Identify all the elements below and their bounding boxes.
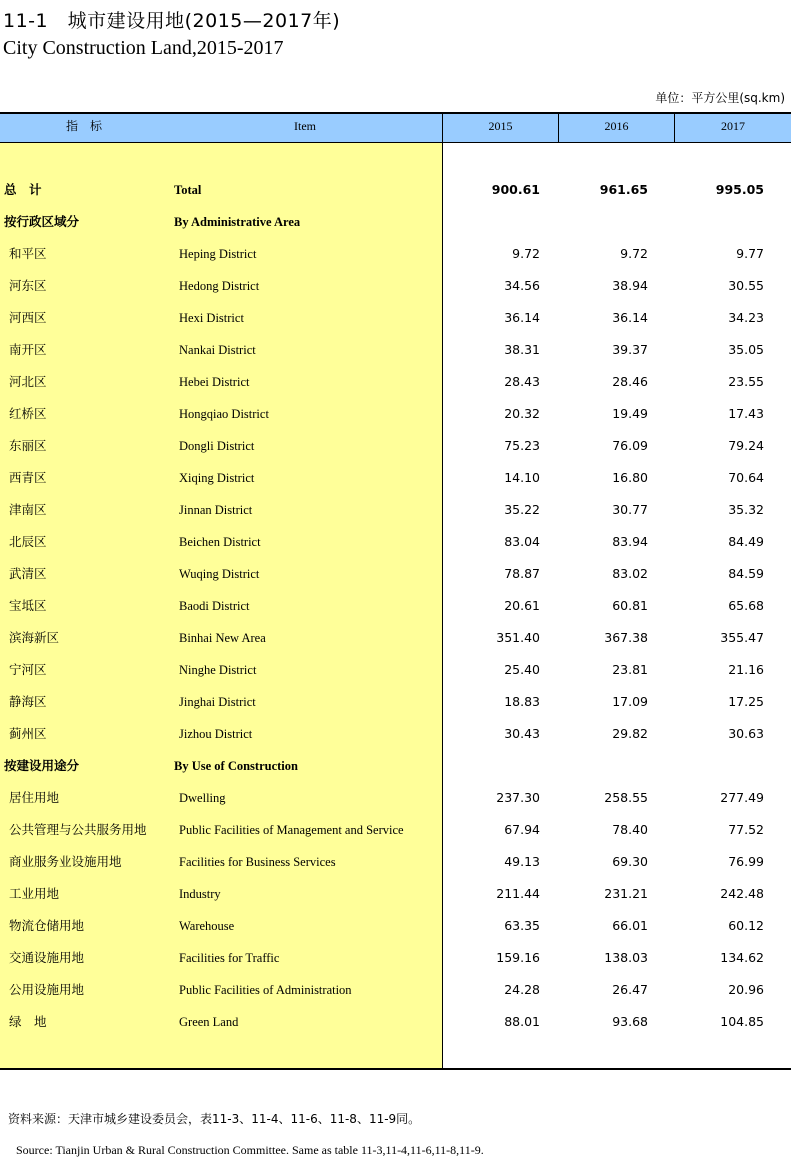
value-cell-2015: 14.10 xyxy=(504,470,540,485)
value-cell-2015: 25.40 xyxy=(504,662,540,677)
row-label-english: Hebei District xyxy=(179,375,250,389)
value-cell-2017: 30.55 xyxy=(728,278,764,293)
row-label-english: Xiqing District xyxy=(179,471,255,485)
table-row xyxy=(0,462,791,494)
value-cell-2017: 35.05 xyxy=(728,342,764,357)
row-label-english: Warehouse xyxy=(179,919,235,933)
header-indicator: 指 标 xyxy=(66,119,103,133)
row-label-english: Jinghai District xyxy=(179,695,256,709)
row-label-chinese: 绿 地 xyxy=(9,1014,47,1029)
row-label-chinese: 总 计 xyxy=(4,182,42,197)
row-label-english: Nankai District xyxy=(179,343,256,357)
value-cell-2015: 34.56 xyxy=(504,278,540,293)
value-cell-2017: 30.63 xyxy=(728,726,764,741)
row-label-chinese: 物流仓储用地 xyxy=(9,918,85,933)
row-label-chinese: 和平区 xyxy=(9,246,47,261)
value-cell-2015: 28.43 xyxy=(504,374,540,389)
table-row xyxy=(0,782,791,814)
value-cell-2016: 29.82 xyxy=(612,726,648,741)
row-label-english: Facilities for Business Services xyxy=(179,855,336,869)
table-row xyxy=(0,622,791,654)
row-label-english: Public Facilities of Administration xyxy=(179,983,352,997)
value-cell-2017: 277.49 xyxy=(720,790,764,805)
value-cell-2017: 134.62 xyxy=(720,950,764,965)
value-cell-2015: 351.40 xyxy=(496,630,540,645)
row-label-english: Green Land xyxy=(179,1015,239,1029)
row-label-chinese: 津南区 xyxy=(9,502,47,517)
value-cell-2016: 138.03 xyxy=(604,950,648,965)
row-label-english: Binhai New Area xyxy=(179,631,266,645)
row-label-english: By Use of Construction xyxy=(174,759,298,773)
table-row xyxy=(0,1006,791,1038)
value-cell-2017: 9.77 xyxy=(736,246,764,261)
table-bottom-rule xyxy=(0,1068,791,1070)
table-row xyxy=(0,558,791,590)
value-cell-2017: 355.47 xyxy=(720,630,764,645)
value-cell-2016: 23.81 xyxy=(612,662,648,677)
value-cell-2016: 19.49 xyxy=(612,406,648,421)
value-cell-2016: 76.09 xyxy=(612,438,648,453)
value-cell-2017: 79.24 xyxy=(728,438,764,453)
row-label-chinese: 静海区 xyxy=(9,694,47,709)
value-cell-2016: 17.09 xyxy=(612,694,648,709)
value-cell-2017: 60.12 xyxy=(728,918,764,933)
value-cell-2015: 36.14 xyxy=(504,310,540,325)
table-row xyxy=(0,174,791,206)
row-label-chinese: 武清区 xyxy=(9,566,47,581)
value-cell-2016: 30.77 xyxy=(612,502,648,517)
value-cell-2017: 76.99 xyxy=(728,854,764,869)
value-cell-2016: 69.30 xyxy=(612,854,648,869)
table-row xyxy=(0,718,791,750)
row-label-chinese: 南开区 xyxy=(9,342,47,357)
table-row xyxy=(0,206,791,238)
table-row xyxy=(0,750,791,782)
value-cell-2016: 231.21 xyxy=(604,886,648,901)
value-cell-2015: 24.28 xyxy=(504,982,540,997)
value-cell-2017: 17.43 xyxy=(728,406,764,421)
value-cell-2016: 9.72 xyxy=(620,246,648,261)
value-cell-2017: 242.48 xyxy=(720,886,764,901)
table-row xyxy=(0,334,791,366)
value-cell-2016: 78.40 xyxy=(612,822,648,837)
value-cell-2016: 367.38 xyxy=(604,630,648,645)
source-note-chinese: 资料来源：天津市城乡建设委员会，表11-3、11-4、11-6、11-8、11-9同。 xyxy=(8,1112,421,1126)
header-year-2016: 2016 xyxy=(604,119,629,133)
table-row xyxy=(0,910,791,942)
row-label-english: Dongli District xyxy=(179,439,255,453)
table-row xyxy=(0,270,791,302)
row-label-chinese: 滨海新区 xyxy=(9,630,60,645)
value-cell-2015: 35.22 xyxy=(504,502,540,517)
value-cell-2015: 75.23 xyxy=(504,438,540,453)
row-label-chinese: 按建设用途分 xyxy=(4,758,80,773)
value-cell-2017: 995.05 xyxy=(715,182,764,197)
row-label-english: Facilities for Traffic xyxy=(179,951,280,965)
row-label-chinese: 蓟州区 xyxy=(9,726,47,741)
row-label-english: By Administrative Area xyxy=(174,215,301,229)
table-row xyxy=(0,814,791,846)
row-label-chinese: 河北区 xyxy=(9,374,47,389)
row-label-english: Public Facilities of Management and Service xyxy=(179,823,404,837)
value-cell-2016: 66.01 xyxy=(612,918,648,933)
value-cell-2015: 30.43 xyxy=(504,726,540,741)
value-cell-2017: 84.49 xyxy=(728,534,764,549)
table-row xyxy=(0,590,791,622)
value-cell-2015: 18.83 xyxy=(504,694,540,709)
value-cell-2017: 65.68 xyxy=(728,598,764,613)
value-cell-2015: 9.72 xyxy=(512,246,540,261)
row-label-chinese: 工业用地 xyxy=(9,886,60,901)
row-label-chinese: 河西区 xyxy=(9,310,47,325)
table-row xyxy=(0,398,791,430)
value-cell-2017: 21.16 xyxy=(728,662,764,677)
table-row xyxy=(0,686,791,718)
row-label-chinese: 北辰区 xyxy=(9,534,47,549)
value-cell-2016: 258.55 xyxy=(604,790,648,805)
row-label-english: Ninghe District xyxy=(179,663,257,677)
value-cell-2016: 39.37 xyxy=(612,342,648,357)
page-title-chinese: 11-1 城市建设用地(2015—2017年) xyxy=(3,10,341,32)
row-label-english: Baodi District xyxy=(179,599,250,613)
row-label-english: Hongqiao District xyxy=(179,407,269,421)
value-cell-2017: 104.85 xyxy=(720,1014,764,1029)
value-cell-2015: 900.61 xyxy=(491,182,540,197)
value-cell-2015: 20.32 xyxy=(504,406,540,421)
table-row xyxy=(0,430,791,462)
value-cell-2017: 17.25 xyxy=(728,694,764,709)
value-cell-2015: 67.94 xyxy=(504,822,540,837)
value-cell-2017: 35.32 xyxy=(728,502,764,517)
row-label-chinese: 东丽区 xyxy=(9,438,47,453)
row-label-english: Industry xyxy=(179,887,221,901)
row-label-english: Hedong District xyxy=(179,279,260,293)
row-label-english: Beichen District xyxy=(179,535,261,549)
data-table xyxy=(0,112,791,1070)
unit-note: 单位：平方公里(sq.km) xyxy=(655,91,785,105)
source-note-english: Source: Tianjin Urban & Rural Construction Committee. Same as table 11-3,11-4,11-6,11-8,11-9. xyxy=(16,1143,484,1157)
row-label-chinese: 公共管理与公共服务用地 xyxy=(9,822,147,837)
value-cell-2015: 38.31 xyxy=(504,342,540,357)
value-cell-2017: 20.96 xyxy=(728,982,764,997)
value-cell-2015: 20.61 xyxy=(504,598,540,613)
value-cell-2015: 63.35 xyxy=(504,918,540,933)
table-row xyxy=(0,942,791,974)
value-cell-2016: 26.47 xyxy=(612,982,648,997)
row-label-chinese: 居住用地 xyxy=(9,790,60,805)
column-divider xyxy=(558,114,559,143)
row-label-english: Hexi District xyxy=(179,311,244,325)
value-cell-2016: 83.94 xyxy=(612,534,648,549)
value-cell-2016: 60.81 xyxy=(612,598,648,613)
table-row xyxy=(0,654,791,686)
value-cell-2016: 36.14 xyxy=(612,310,648,325)
value-cell-2015: 78.87 xyxy=(504,566,540,581)
row-label-english: Total xyxy=(174,183,202,197)
row-label-chinese: 宁河区 xyxy=(9,662,47,677)
value-cell-2017: 77.52 xyxy=(728,822,764,837)
table-row xyxy=(0,974,791,1006)
value-cell-2017: 84.59 xyxy=(728,566,764,581)
row-label-chinese: 商业服务业设施用地 xyxy=(9,854,122,869)
row-label-chinese: 宝坻区 xyxy=(9,598,47,613)
table-row xyxy=(0,846,791,878)
row-label-chinese: 按行政区域分 xyxy=(4,214,80,229)
header-year-2017: 2017 xyxy=(721,119,745,133)
value-cell-2017: 70.64 xyxy=(728,470,764,485)
value-cell-2015: 83.04 xyxy=(504,534,540,549)
value-cell-2016: 83.02 xyxy=(612,566,648,581)
row-label-english: Jinnan District xyxy=(179,503,253,517)
table-row xyxy=(0,878,791,910)
row-label-chinese: 红桥区 xyxy=(9,406,47,421)
header-item: Item xyxy=(294,119,316,133)
table-row xyxy=(0,302,791,334)
row-label-english: Heping District xyxy=(179,247,257,261)
table-row xyxy=(0,366,791,398)
value-cell-2016: 961.65 xyxy=(599,182,648,197)
table-row xyxy=(0,526,791,558)
value-cell-2015: 159.16 xyxy=(496,950,540,965)
page-title-english: City Construction Land,2015-2017 xyxy=(3,37,284,59)
table-row xyxy=(0,494,791,526)
value-cell-2015: 88.01 xyxy=(504,1014,540,1029)
value-cell-2015: 237.30 xyxy=(496,790,540,805)
value-cell-2015: 211.44 xyxy=(496,886,540,901)
value-cell-2016: 16.80 xyxy=(612,470,648,485)
value-cell-2015: 49.13 xyxy=(504,854,540,869)
row-label-english: Jizhou District xyxy=(179,727,253,741)
header-year-2015: 2015 xyxy=(488,119,513,133)
column-divider xyxy=(674,114,675,143)
row-label-chinese: 公用设施用地 xyxy=(9,982,85,997)
value-cell-2016: 28.46 xyxy=(612,374,648,389)
row-label-english: Dwelling xyxy=(179,791,226,805)
row-label-chinese: 西青区 xyxy=(9,470,47,485)
value-cell-2017: 23.55 xyxy=(728,374,764,389)
value-cell-2016: 93.68 xyxy=(612,1014,648,1029)
table-row xyxy=(0,238,791,270)
row-label-chinese: 河东区 xyxy=(9,278,47,293)
row-label-english: Wuqing District xyxy=(179,567,260,581)
value-cell-2016: 38.94 xyxy=(612,278,648,293)
row-label-chinese: 交通设施用地 xyxy=(9,950,85,965)
value-cell-2017: 34.23 xyxy=(728,310,764,325)
